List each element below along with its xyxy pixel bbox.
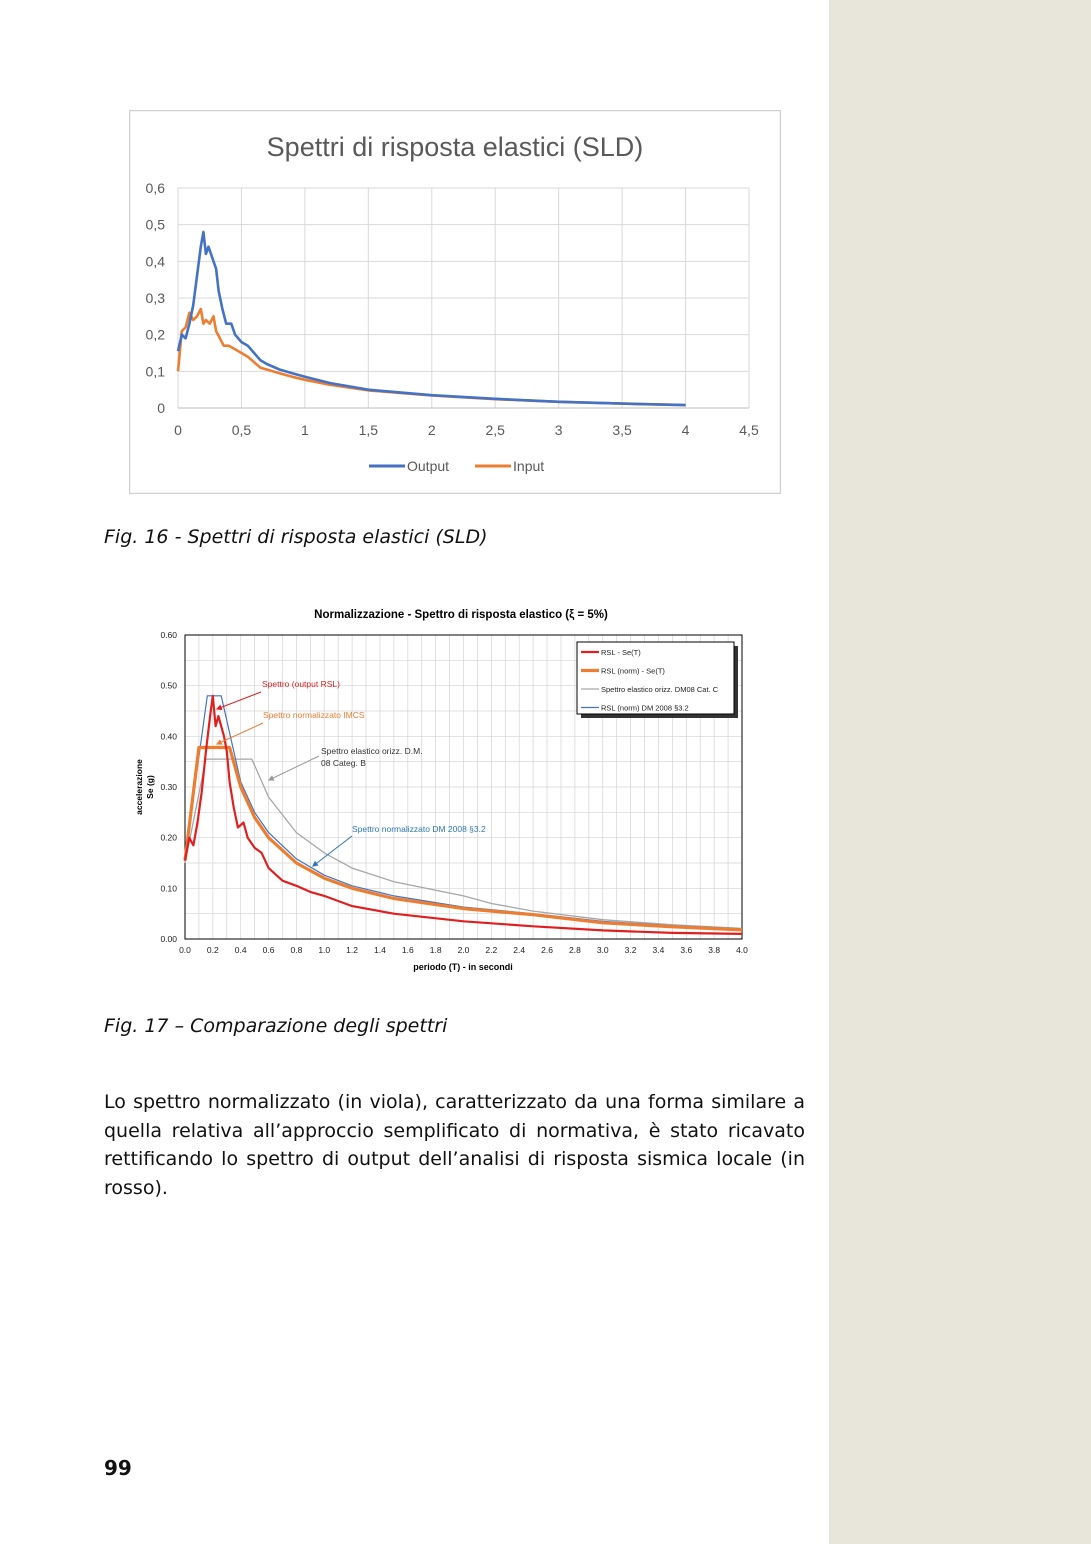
annotation-output-rsl: Spettro (output RSL) [262, 679, 340, 689]
legend-label: RSL (norm) - Se(T) [601, 666, 665, 676]
x-tick-label: 2.8 [568, 945, 581, 955]
x-tick-label: 3.8 [708, 945, 721, 955]
y-tick-label: 0,2 [145, 326, 165, 343]
chart-title: Spettri di risposta elastici (SLD) [266, 132, 644, 162]
y-tick-label: 0.60 [160, 630, 177, 640]
x-tick-label: 2,5 [485, 422, 505, 438]
y-tick-label: 0,3 [145, 290, 165, 306]
y-tick-label: 0.10 [160, 883, 177, 894]
chart-normalizzazione [129, 600, 781, 980]
y-axis-label: accelerazioneSe (g) [134, 759, 155, 815]
annotation-imcs: Spettro normalizzato IMCS [263, 710, 365, 720]
x-tick-label: 0.6 [262, 945, 275, 955]
y-tick-label: 0.50 [160, 680, 177, 691]
x-tick-label: 3 [554, 422, 563, 438]
legend-label: Input [513, 458, 545, 474]
x-tick-label: 3.2 [624, 945, 637, 955]
figure-caption-16: Fig. 16 - Spettri di risposta elastici (SLD) [104, 526, 488, 548]
x-tick-label: 3.4 [652, 945, 665, 955]
body-paragraph: Lo spettro normalizzato (in viola), caratterizzato da una forma similare a quella relativa all’approccio semplificato di normativa, è stato ricavato rettificando lo spettro di output dell’analisi di risposta sismica locale (in rosso). [104, 1091, 805, 1199]
x-tick-label: 3.6 [680, 945, 693, 955]
annotation-dm08-line2: 08 Categ. B [321, 758, 366, 768]
page-number: 99 [104, 1456, 132, 1480]
figure-caption-17: Fig. 17 – Comparazione degli spettri [104, 1015, 448, 1037]
side-margin-band [829, 0, 1091, 1544]
annotation-dm08-line1: Spettro elastico orizz. D.M. [321, 746, 423, 756]
x-tick-label: 0.2 [206, 945, 219, 955]
y-tick-label: 0,6 [145, 180, 165, 196]
x-tick-label: 1.2 [346, 945, 359, 955]
x-tick-label: 4,5 [739, 422, 759, 438]
x-tick-label: 1 [300, 422, 309, 438]
x-tick-label: 3,5 [612, 422, 632, 438]
y-tick-label: 0,1 [145, 363, 165, 380]
x-tick-label: 2.6 [541, 945, 553, 955]
y-tick-label: 0.30 [160, 782, 177, 792]
legend-label: RSL - Se(T) [601, 648, 641, 657]
x-tick-label: 1.0 [318, 945, 331, 955]
y-tick-label: 0.20 [160, 832, 177, 843]
x-tick-label: 1.8 [429, 945, 442, 955]
x-tick-label: 2.0 [457, 945, 470, 955]
legend-label: Output [407, 458, 450, 474]
legend-label: RSL (norm) DM 2008 §3.2 [601, 703, 689, 713]
x-axis-label: periodo (T) - in secondi [413, 962, 513, 972]
x-tick-label: 0.8 [290, 945, 303, 955]
annotation-dm2008: Spettro normalizzato DM 2008 §3.2 [352, 824, 486, 834]
chart-spettri-sld [129, 110, 781, 494]
x-tick-label: 3.0 [596, 945, 609, 955]
chart-title: Normalizzazione - Spettro di risposta elastico (ξ = 5%) [314, 609, 608, 621]
y-tick-label: 0,4 [145, 253, 165, 270]
x-tick-label: 2 [427, 422, 436, 438]
x-tick-label: 4.0 [736, 945, 748, 955]
y-tick-label: 0,5 [145, 216, 165, 233]
legend-label: Spettro elastico orizz. DM08 Cat. C [601, 685, 719, 694]
x-tick-label: 0,5 [231, 422, 252, 438]
x-tick-label: 0.4 [234, 945, 247, 955]
x-tick-label: 1.6 [401, 945, 414, 955]
y-tick-label: 0.00 [160, 934, 177, 944]
y-tick-label: 0.40 [160, 731, 177, 742]
x-tick-label: 1.4 [374, 945, 386, 955]
x-tick-label: 0.0 [179, 945, 191, 955]
x-tick-label: 0 [174, 422, 182, 438]
y-tick-label: 0 [157, 400, 165, 416]
x-tick-label: 1,5 [358, 422, 379, 438]
x-tick-label: 4 [681, 422, 690, 438]
x-tick-label: 2.4 [513, 945, 526, 955]
x-tick-label: 2.2 [485, 945, 498, 955]
